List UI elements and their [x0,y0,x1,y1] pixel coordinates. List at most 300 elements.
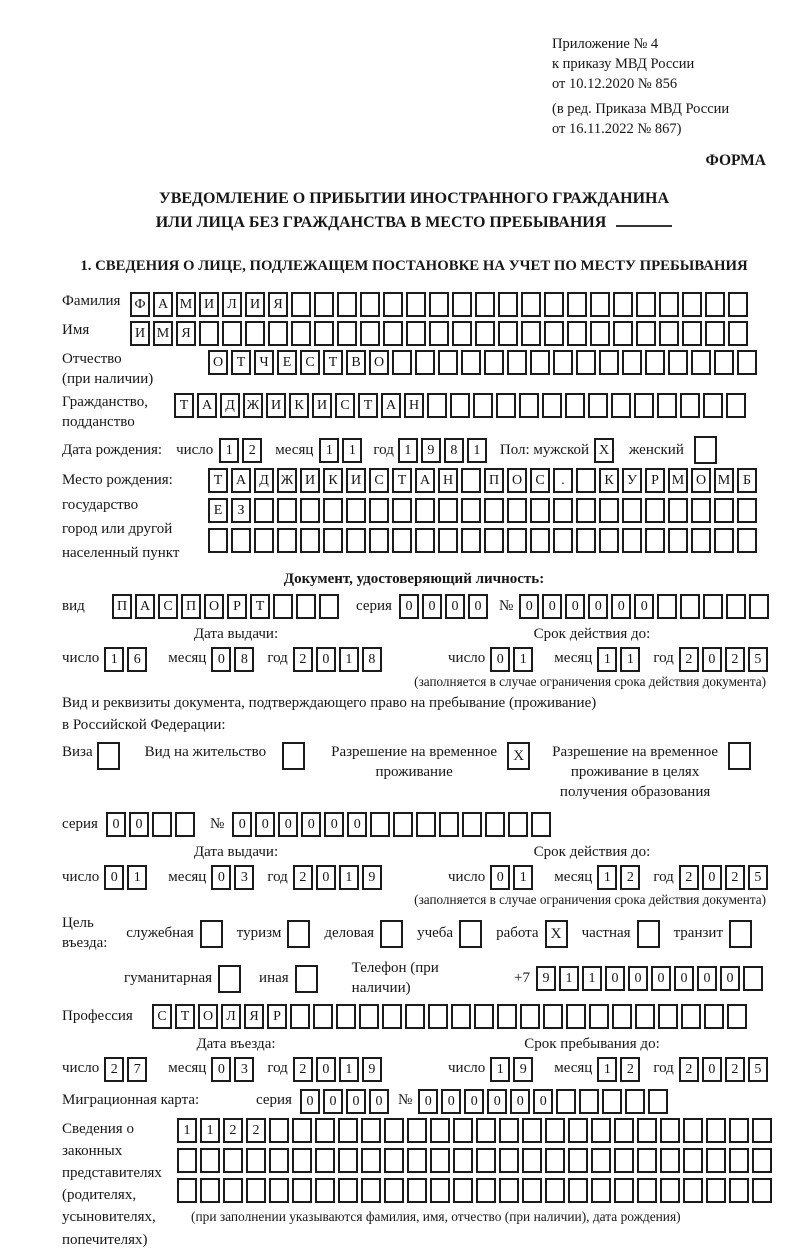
char-cell-empty[interactable] [459,920,482,948]
char-cell-empty[interactable] [231,528,251,553]
study-checkbox[interactable] [459,920,485,948]
char-cell[interactable]: 2 [104,1057,124,1082]
char-cell[interactable]: 1 [319,438,339,463]
char-cell[interactable]: 0 [418,1089,438,1114]
char-cell-empty[interactable] [369,528,389,553]
char-cell-empty[interactable] [622,528,642,553]
char-cell[interactable]: О [507,468,527,493]
char-cell[interactable]: 2 [725,1057,745,1082]
char-cell-empty[interactable] [407,1118,427,1143]
char-cell[interactable]: С [369,468,389,493]
char-cell-empty[interactable] [706,1178,726,1203]
char-cell[interactable]: 0 [628,966,648,991]
char-cell[interactable]: 0 [651,966,671,991]
char-cell-empty[interactable] [296,594,316,619]
char-cell[interactable]: Ф [130,292,150,317]
char-cell-empty[interactable] [542,393,562,418]
char-cell-empty[interactable] [461,350,481,375]
char-cell-empty[interactable] [521,321,541,346]
char-cell[interactable]: К [599,468,619,493]
tourism-checkbox[interactable] [287,920,313,948]
char-cell[interactable]: 0 [634,594,654,619]
char-cell[interactable]: С [300,350,320,375]
char-cell[interactable]: С [335,393,355,418]
char-cell-empty[interactable] [703,594,723,619]
char-cell-empty[interactable] [612,1004,632,1029]
char-cell[interactable]: С [530,468,550,493]
char-cell-empty[interactable] [452,321,472,346]
char-cell-empty[interactable] [380,920,403,948]
char-cell-empty[interactable] [407,1148,427,1173]
char-cell-empty[interactable] [729,1118,749,1143]
char-cell-empty[interactable] [319,594,339,619]
char-cell[interactable]: М [176,292,196,317]
char-cell-empty[interactable] [507,528,527,553]
char-cell-empty[interactable] [728,292,748,317]
char-cell-empty[interactable] [611,393,631,418]
char-cell-empty[interactable] [507,498,527,523]
char-cell[interactable]: 0 [300,1089,320,1114]
char-cell-empty[interactable] [415,528,435,553]
char-cell-empty[interactable] [199,321,219,346]
char-cell[interactable]: 0 [211,1057,231,1082]
char-cell-empty[interactable] [313,1004,333,1029]
char-cell-empty[interactable] [737,528,757,553]
char-cell[interactable]: О [369,350,389,375]
char-cell-empty[interactable] [567,292,587,317]
char-cell[interactable]: 9 [421,438,441,463]
char-cell[interactable]: 6 [127,647,147,672]
char-cell-empty[interactable] [576,528,596,553]
char-cell[interactable]: К [289,393,309,418]
char-cell[interactable]: 0 [588,594,608,619]
char-cell-empty[interactable] [681,1004,701,1029]
char-cell[interactable]: 1 [620,647,640,672]
char-cell-empty[interactable] [749,594,769,619]
char-cell-empty[interactable] [613,321,633,346]
char-cell[interactable]: Ж [243,393,263,418]
char-cell-empty[interactable] [360,292,380,317]
char-cell-empty[interactable] [461,498,481,523]
char-cell[interactable]: 3 [234,865,254,890]
char-cell[interactable]: О [691,468,711,493]
char-cell[interactable]: Т [358,393,378,418]
char-cell-empty[interactable] [660,1178,680,1203]
char-cell-empty[interactable] [268,321,288,346]
char-cell-empty[interactable] [519,393,539,418]
char-cell[interactable]: 3 [234,1057,254,1082]
char-cell[interactable]: Я [176,321,196,346]
char-cell[interactable]: 1 [219,438,239,463]
char-cell-empty[interactable] [613,292,633,317]
char-cell-empty[interactable] [614,1148,634,1173]
char-cell-empty[interactable] [315,1118,335,1143]
char-cell[interactable]: 0 [255,812,275,837]
char-cell-empty[interactable] [269,1118,289,1143]
char-cell-empty[interactable] [576,498,596,523]
char-cell-empty[interactable] [683,1178,703,1203]
char-cell-empty[interactable] [714,350,734,375]
char-cell-empty[interactable] [292,1148,312,1173]
char-cell-empty[interactable] [614,1118,634,1143]
char-cell-empty[interactable] [200,920,223,948]
char-cell-empty[interactable] [691,528,711,553]
char-cell-empty[interactable] [406,292,426,317]
char-cell-empty[interactable] [660,1118,680,1143]
char-cell-empty[interactable] [451,1004,471,1029]
char-cell-empty[interactable] [637,920,660,948]
temp-permit-checkbox[interactable] [507,742,533,770]
char-cell-empty[interactable] [277,528,297,553]
char-cell[interactable]: 5 [748,1057,768,1082]
char-cell[interactable]: 0 [316,1057,336,1082]
char-cell-empty[interactable] [384,1178,404,1203]
char-cell-empty[interactable] [453,1148,473,1173]
private-checkbox[interactable] [637,920,663,948]
char-cell-empty[interactable] [530,498,550,523]
char-cell[interactable]: Т [250,594,270,619]
char-cell-empty[interactable] [683,1148,703,1173]
residence-permit-checkbox[interactable] [282,742,308,770]
char-cell-empty[interactable] [360,321,380,346]
char-cell[interactable]: 0 [702,647,722,672]
char-cell-empty[interactable] [568,1148,588,1173]
char-cell[interactable]: 0 [702,1057,722,1082]
char-cell-empty[interactable] [346,498,366,523]
char-cell[interactable]: 2 [293,647,313,672]
char-cell[interactable]: А [153,292,173,317]
char-cell[interactable]: О [204,594,224,619]
char-cell-empty[interactable] [314,321,334,346]
char-cell[interactable]: Д [220,393,240,418]
char-cell-empty[interactable] [691,498,711,523]
char-cell-empty[interactable] [683,1118,703,1143]
char-cell-empty[interactable] [461,468,481,493]
char-cell-empty[interactable] [291,292,311,317]
char-cell[interactable]: 1 [597,865,617,890]
char-cell[interactable]: 0 [399,594,419,619]
char-cell-empty[interactable] [245,321,265,346]
char-cell-empty[interactable] [336,1004,356,1029]
char-cell-empty[interactable] [473,393,493,418]
char-cell[interactable]: 1 [559,966,579,991]
char-cell-empty[interactable] [553,528,573,553]
char-cell-empty[interactable] [461,528,481,553]
char-cell[interactable]: А [135,594,155,619]
char-cell[interactable]: 2 [620,1057,640,1082]
char-cell-empty[interactable] [498,321,518,346]
char-cell-empty[interactable] [645,528,665,553]
char-cell-empty[interactable] [599,498,619,523]
char-cell-empty[interactable] [728,742,751,770]
char-cell-empty[interactable] [222,321,242,346]
char-cell[interactable]: 0 [542,594,562,619]
char-cell-empty[interactable] [273,594,293,619]
char-cell[interactable]: Б [737,468,757,493]
char-cell-empty[interactable] [450,393,470,418]
char-cell[interactable]: 0 [369,1089,389,1114]
char-cell[interactable]: 2 [293,1057,313,1082]
char-cell[interactable]: 0 [702,865,722,890]
char-cell[interactable]: 2 [679,647,699,672]
business-checkbox[interactable] [380,920,406,948]
char-cell-empty[interactable] [637,1178,657,1203]
char-cell[interactable]: Е [277,350,297,375]
char-cell-empty[interactable] [737,498,757,523]
char-cell-empty[interactable] [704,1004,724,1029]
char-cell-empty[interactable] [269,1148,289,1173]
char-cell-empty[interactable] [415,498,435,523]
char-cell-empty[interactable] [370,812,390,837]
char-cell[interactable]: Т [174,393,194,418]
char-cell-empty[interactable] [497,1004,517,1029]
char-cell-empty[interactable] [177,1178,197,1203]
char-cell[interactable]: 0 [519,594,539,619]
char-cell-empty[interactable] [568,1118,588,1143]
char-cell-empty[interactable] [668,498,688,523]
char-cell-empty[interactable] [291,321,311,346]
char-cell-empty[interactable] [544,321,564,346]
char-cell-empty[interactable] [591,1118,611,1143]
char-cell-empty[interactable] [657,393,677,418]
char-cell[interactable]: 1 [339,647,359,672]
char-cell-empty[interactable] [703,393,723,418]
char-cell-empty[interactable] [645,498,665,523]
char-cell-empty[interactable] [682,292,702,317]
char-cell-empty[interactable] [384,1148,404,1173]
char-cell[interactable]: Т [175,1004,195,1029]
char-cell[interactable]: П [181,594,201,619]
char-cell-empty[interactable] [714,498,734,523]
char-cell-empty[interactable] [602,1089,622,1114]
char-cell-empty[interactable] [97,742,120,770]
char-cell[interactable]: И [312,393,332,418]
char-cell-empty[interactable] [175,812,195,837]
char-cell[interactable]: Л [221,1004,241,1029]
char-cell[interactable]: 0 [468,594,488,619]
char-cell-empty[interactable] [599,350,619,375]
char-cell-empty[interactable] [383,321,403,346]
char-cell-empty[interactable] [314,292,334,317]
char-cell-empty[interactable] [726,594,746,619]
char-cell[interactable]: X [507,742,530,770]
char-cell-empty[interactable] [315,1178,335,1203]
char-cell[interactable]: 0 [697,966,717,991]
char-cell[interactable]: И [245,292,265,317]
char-cell[interactable]: 0 [347,812,367,837]
title-blank-line[interactable] [616,225,672,227]
char-cell-empty[interactable] [590,292,610,317]
char-cell-empty[interactable] [521,292,541,317]
char-cell[interactable]: В [346,350,366,375]
char-cell-empty[interactable] [543,1004,563,1029]
char-cell-empty[interactable] [737,350,757,375]
char-cell[interactable]: А [415,468,435,493]
char-cell-empty[interactable] [484,528,504,553]
char-cell[interactable]: 2 [242,438,262,463]
char-cell[interactable]: 1 [339,865,359,890]
char-cell[interactable]: 5 [748,647,768,672]
char-cell-empty[interactable] [694,436,717,464]
char-cell-empty[interactable] [591,1178,611,1203]
char-cell-empty[interactable] [392,498,412,523]
char-cell-empty[interactable] [499,1148,519,1173]
char-cell-empty[interactable] [346,528,366,553]
char-cell-empty[interactable] [499,1118,519,1143]
char-cell-empty[interactable] [295,965,318,993]
char-cell-empty[interactable] [405,1004,425,1029]
char-cell[interactable]: Н [404,393,424,418]
char-cell-empty[interactable] [337,292,357,317]
char-cell-empty[interactable] [706,1148,726,1173]
char-cell-empty[interactable] [729,1178,749,1203]
char-cell[interactable]: 1 [467,438,487,463]
char-cell[interactable]: 1 [398,438,418,463]
char-cell-empty[interactable] [545,1118,565,1143]
char-cell-empty[interactable] [531,812,551,837]
char-cell[interactable]: Ч [254,350,274,375]
char-cell-empty[interactable] [246,1178,266,1203]
char-cell-empty[interactable] [200,1148,220,1173]
char-cell-empty[interactable] [476,1148,496,1173]
char-cell[interactable]: 1 [490,1057,510,1082]
char-cell-empty[interactable] [544,292,564,317]
char-cell-empty[interactable] [645,350,665,375]
char-cell[interactable]: З [231,498,251,523]
char-cell-empty[interactable] [361,1118,381,1143]
char-cell-empty[interactable] [545,1178,565,1203]
char-cell-empty[interactable] [246,1148,266,1173]
char-cell[interactable]: 0 [510,1089,530,1114]
char-cell-empty[interactable] [484,350,504,375]
phone-cells[interactable] [536,966,766,991]
char-cell[interactable]: 1 [177,1118,197,1143]
char-cell-empty[interactable] [728,321,748,346]
char-cell[interactable]: 0 [211,647,231,672]
char-cell[interactable]: 0 [323,1089,343,1114]
char-cell[interactable]: Л [222,292,242,317]
char-cell-empty[interactable] [428,1004,448,1029]
temp-permit-edu-checkbox[interactable] [728,742,754,770]
char-cell-empty[interactable] [614,1178,634,1203]
char-cell[interactable]: 9 [513,1057,533,1082]
char-cell-empty[interactable] [392,350,412,375]
char-cell-empty[interactable] [485,812,505,837]
char-cell[interactable]: 2 [679,865,699,890]
char-cell-empty[interactable] [290,1004,310,1029]
char-cell[interactable]: М [668,468,688,493]
char-cell-empty[interactable] [508,812,528,837]
char-cell-empty[interactable] [287,920,310,948]
char-cell-empty[interactable] [589,1004,609,1029]
char-cell[interactable]: 1 [342,438,362,463]
char-cell-empty[interactable] [393,812,413,837]
char-cell-empty[interactable] [567,321,587,346]
char-cell-empty[interactable] [622,350,642,375]
char-cell[interactable]: Я [268,292,288,317]
char-cell-empty[interactable] [384,1118,404,1143]
char-cell[interactable]: 0 [720,966,740,991]
char-cell-empty[interactable] [568,1178,588,1203]
char-cell-empty[interactable] [576,350,596,375]
char-cell[interactable]: К [323,468,343,493]
char-cell-empty[interactable] [407,1178,427,1203]
char-cell-empty[interactable] [648,1089,668,1114]
char-cell-empty[interactable] [729,1148,749,1173]
char-cell[interactable]: П [484,468,504,493]
char-cell-empty[interactable] [474,1004,494,1029]
char-cell-empty[interactable] [338,1118,358,1143]
visa-checkbox[interactable] [97,742,123,770]
char-cell-empty[interactable] [499,1178,519,1203]
char-cell-empty[interactable] [223,1178,243,1203]
char-cell[interactable]: 8 [444,438,464,463]
char-cell-empty[interactable] [680,594,700,619]
char-cell[interactable]: . [553,468,573,493]
char-cell-empty[interactable] [323,528,343,553]
char-cell[interactable]: 1 [597,647,617,672]
char-cell-empty[interactable] [254,528,274,553]
char-cell-empty[interactable] [416,812,436,837]
char-cell-empty[interactable] [429,292,449,317]
char-cell-empty[interactable] [177,1148,197,1173]
char-cell[interactable]: 0 [674,966,694,991]
other-checkbox[interactable] [295,965,321,993]
char-cell-empty[interactable] [430,1178,450,1203]
char-cell-empty[interactable] [590,321,610,346]
transit-checkbox[interactable] [729,920,755,948]
char-cell-empty[interactable] [439,812,459,837]
char-cell[interactable]: Е [208,498,228,523]
char-cell-empty[interactable] [625,1089,645,1114]
char-cell-empty[interactable] [269,1178,289,1203]
char-cell-empty[interactable] [507,350,527,375]
char-cell[interactable]: 0 [211,865,231,890]
char-cell[interactable]: 1 [597,1057,617,1082]
char-cell-empty[interactable] [668,350,688,375]
char-cell-empty[interactable] [553,498,573,523]
char-cell[interactable]: А [381,393,401,418]
char-cell-empty[interactable] [743,966,763,991]
char-cell-empty[interactable] [706,1118,726,1143]
char-cell[interactable]: 0 [490,865,510,890]
char-cell[interactable]: 0 [445,594,465,619]
char-cell[interactable]: А [231,468,251,493]
char-cell-empty[interactable] [727,1004,747,1029]
char-cell[interactable]: Т [208,468,228,493]
char-cell-empty[interactable] [223,1148,243,1173]
char-cell-empty[interactable] [152,812,172,837]
char-cell[interactable]: О [208,350,228,375]
char-cell-empty[interactable] [659,292,679,317]
char-cell-empty[interactable] [406,321,426,346]
char-cell[interactable]: 0 [324,812,344,837]
sex-female-checkbox[interactable] [694,436,720,464]
char-cell-empty[interactable] [292,1178,312,1203]
char-cell-empty[interactable] [556,1089,576,1114]
char-cell[interactable]: 2 [679,1057,699,1082]
char-cell[interactable]: М [714,468,734,493]
char-cell-empty[interactable] [475,321,495,346]
char-cell-empty[interactable] [359,1004,379,1029]
char-cell-empty[interactable] [565,393,585,418]
char-cell-empty[interactable] [705,321,725,346]
char-cell-empty[interactable] [522,1118,542,1143]
char-cell-empty[interactable] [705,292,725,317]
char-cell[interactable]: 0 [346,1089,366,1114]
char-cell[interactable]: 7 [127,1057,147,1082]
char-cell[interactable]: 1 [339,1057,359,1082]
